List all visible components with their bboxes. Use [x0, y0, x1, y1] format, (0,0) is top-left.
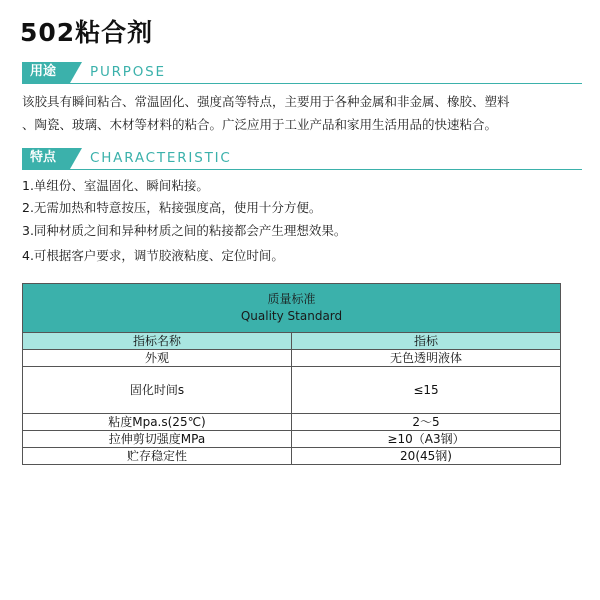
purpose-text [22, 90, 582, 136]
page-title: 502粘合剂 [20, 18, 154, 47]
characteristic-divider [22, 169, 582, 170]
table-row [23, 367, 561, 414]
table-cell-name: 外观 [23, 350, 292, 367]
purpose-line-2: 、陶瓷、玻璃、木材等材料的粘合。广泛应用于工业产品和家用生活用品的快速粘合。 [22, 117, 498, 132]
table-cell-name: 拉伸剪切强度MPa [23, 431, 292, 448]
characteristic-item-3: 3.同种材质之间和异种材质之间的粘接都会产生理想效果。 [22, 223, 347, 238]
table-caption-cn: 质量标准 [267, 292, 316, 306]
table-row [23, 414, 561, 431]
table-cell-value: ≤15 [292, 367, 561, 414]
purpose-divider [22, 83, 582, 84]
purpose-english-heading: PURPOSE [90, 64, 166, 80]
purpose-line-1: 该胶具有瞬间粘合、常温固化、强度高等特点，主要用于各种金属和非金属、橡胶、塑料 [22, 94, 510, 109]
characteristic-item-1: 1.单组份、室温固化、瞬间粘接。 [22, 178, 209, 193]
characteristic-item-4: 4.可根据客户要求，调节胶液粘度、定位时间。 [22, 248, 284, 263]
table-header-row [23, 333, 561, 350]
characteristic-tag-label: 特点 [30, 150, 57, 165]
column-header-value: 指标 [292, 333, 561, 350]
quality-standard-table [22, 283, 561, 465]
characteristic-item-2: 2.无需加热和特意按压，粘接强度高，使用十分方便。 [22, 200, 322, 215]
table-row [23, 350, 561, 367]
table-caption [23, 284, 561, 333]
table-cell-value: 无色透明液体 [292, 350, 561, 367]
purpose-tag-label: 用途 [30, 64, 57, 79]
table-cell-value: 2～5 [292, 414, 561, 431]
table-cell-name: 粘度Mpa.s(25℃) [23, 414, 292, 431]
table-row [23, 448, 561, 465]
table-cell-name: 贮存稳定性 [23, 448, 292, 465]
table-cell-name: 固化时间s [23, 367, 292, 414]
table-caption-en: Quality Standard [240, 309, 343, 323]
table-row [23, 431, 561, 448]
purpose-section-header [22, 61, 582, 85]
characteristic-section-header [22, 147, 582, 171]
column-header-name: 指标名称 [23, 333, 292, 350]
characteristic-english-heading: CHARACTERISTIC [90, 150, 232, 166]
table-caption-row [23, 284, 561, 333]
table-cell-value: ≥10（A3钢） [292, 431, 561, 448]
table-cell-value: 20(45钢) [292, 448, 561, 465]
